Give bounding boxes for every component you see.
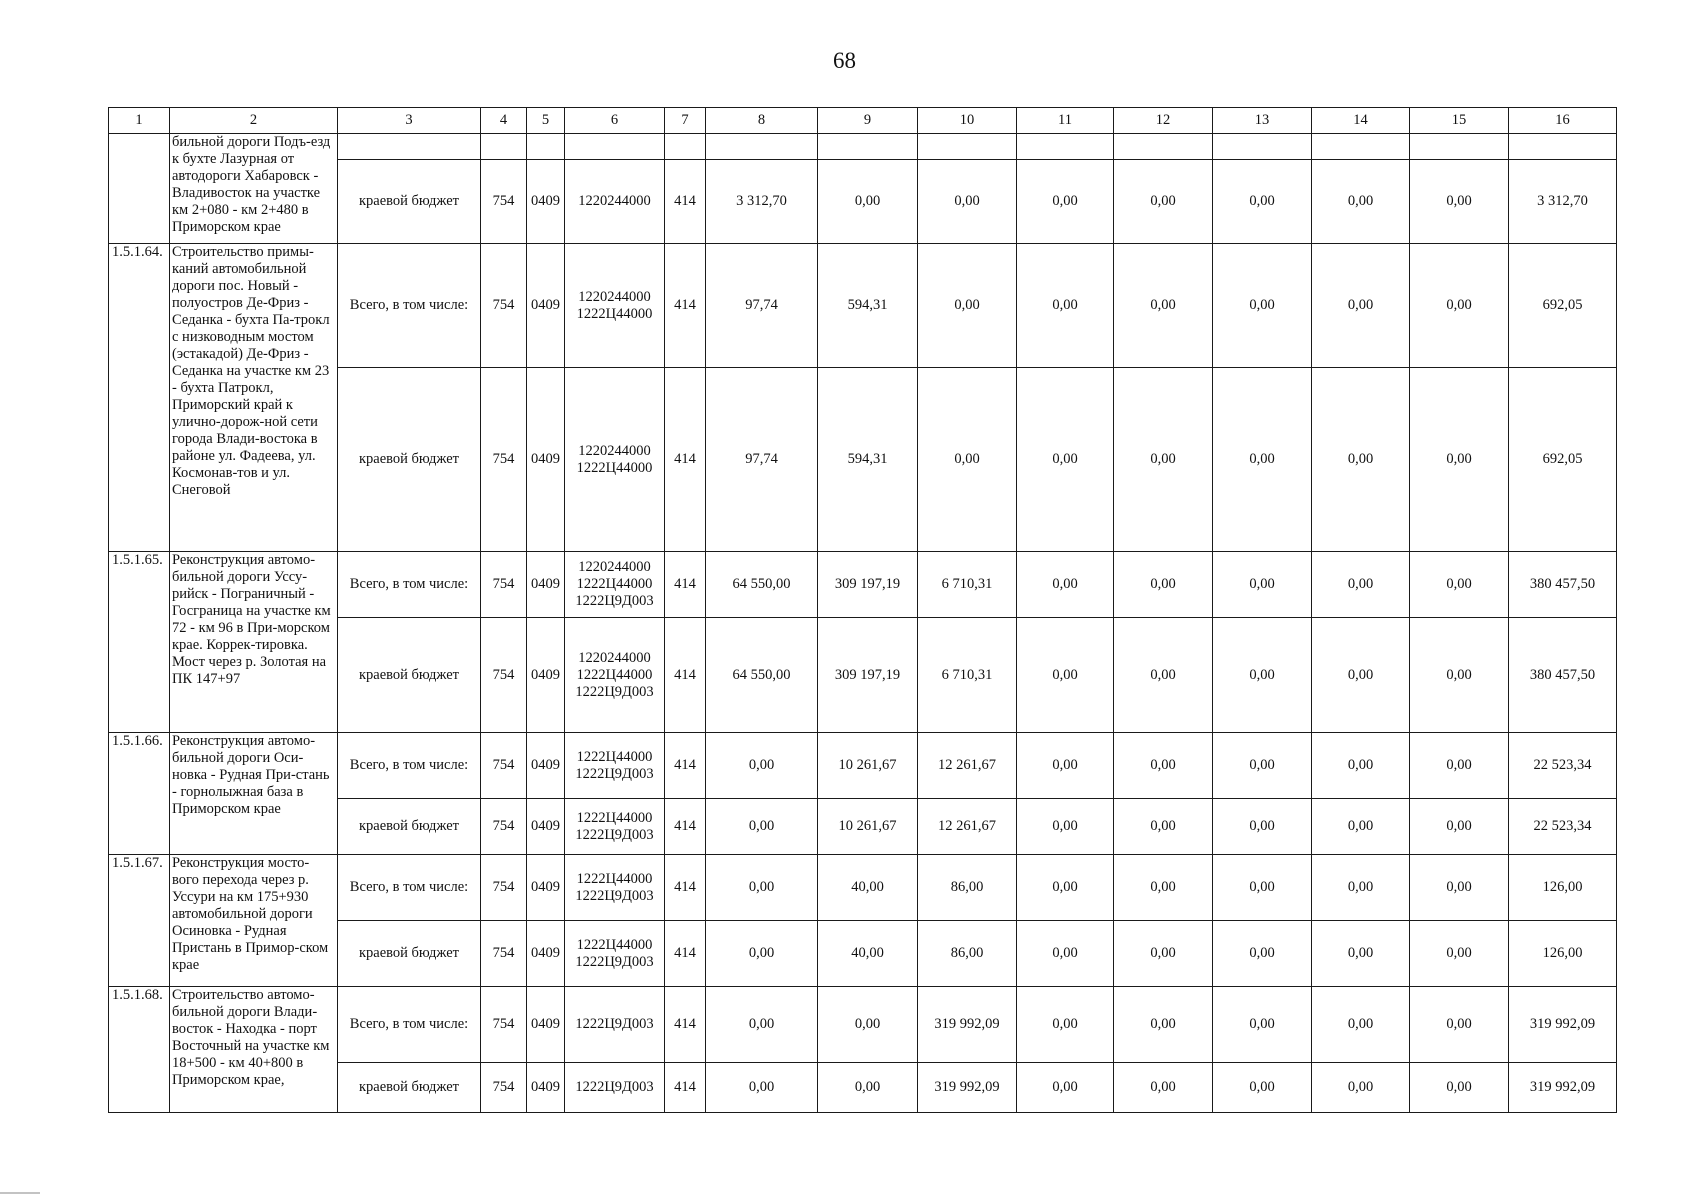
scan-artifact <box>0 1192 40 1194</box>
amount-cell: 0,00 <box>1017 799 1114 855</box>
expense-type-code: 414 <box>665 799 706 855</box>
funding-source: краевой бюджет <box>338 368 481 552</box>
expense-type-code: 414 <box>665 1063 706 1113</box>
expense-type-code: 414 <box>665 921 706 987</box>
amount-cell: 380 457,50 <box>1509 618 1617 733</box>
amount-cell: 0,00 <box>1114 987 1213 1063</box>
funding-source: Всего, в том числе: <box>338 244 481 368</box>
table-row <box>109 244 1617 368</box>
amount-cell: 0,00 <box>1213 368 1312 552</box>
column-header: 9 <box>818 108 918 134</box>
ministry-code <box>481 134 527 160</box>
amount-cell <box>1312 134 1410 160</box>
target-article-code: 1222Ц44000 <box>576 666 653 683</box>
amount-cell: 40,00 <box>818 921 918 987</box>
target-article-code: 1222Ц9Д003 <box>575 683 654 700</box>
ministry-code: 754 <box>481 368 527 552</box>
amount-cell: 0,00 <box>1114 799 1213 855</box>
amount-cell: 0,00 <box>1017 733 1114 799</box>
amount-cell: 0,00 <box>1017 1063 1114 1113</box>
expense-type-code: 414 <box>665 552 706 618</box>
amount-cell: 594,31 <box>818 244 918 368</box>
table-row <box>109 552 1617 618</box>
amount-cell: 97,74 <box>706 368 818 552</box>
target-article-code: 1222Ц44000 <box>576 809 653 826</box>
amount-cell <box>1114 134 1213 160</box>
section-code: 0409 <box>527 160 565 244</box>
amount-cell <box>1509 134 1617 160</box>
target-article-codes <box>565 552 665 618</box>
target-article-code: 1222Ц9Д003 <box>575 1016 654 1032</box>
item-number: 1.5.1.65. <box>109 552 170 733</box>
amount-cell: 0,00 <box>1410 160 1509 244</box>
item-name: Реконструкция автомо-бильной дороги Оси-новка - Рудная При-стань - горнолыжная база в Приморском крае <box>170 733 338 855</box>
amount-cell: 0,00 <box>1017 618 1114 733</box>
amount-cell: 0,00 <box>1114 618 1213 733</box>
amount-cell: 0,00 <box>1312 244 1410 368</box>
ministry-code: 754 <box>481 733 527 799</box>
amount-cell: 0,00 <box>1312 799 1410 855</box>
amount-cell: 0,00 <box>1114 1063 1213 1113</box>
amount-cell: 0,00 <box>1312 921 1410 987</box>
amount-cell <box>706 134 818 160</box>
item-name: Реконструкция автомо-бильной дороги Уссу-рийск - Пограничный - Госграница на участке км 72 - км 96 в При-морском крае. Коррек-тировка. Мост через р. Золотая на ПК 147+97 <box>170 552 338 733</box>
amount-cell: 0,00 <box>818 160 918 244</box>
ministry-code: 754 <box>481 1063 527 1113</box>
target-article-codes <box>565 160 665 244</box>
expense-type-code: 414 <box>665 618 706 733</box>
target-article-code: 1222Ц44000 <box>576 936 653 953</box>
ministry-code: 754 <box>481 618 527 733</box>
amount-cell: 0,00 <box>1312 618 1410 733</box>
funding-source: Всего, в том числе: <box>338 733 481 799</box>
target-article-codes <box>565 855 665 921</box>
amount-cell: 0,00 <box>1312 552 1410 618</box>
amount-cell <box>818 134 918 160</box>
column-header: 14 <box>1312 108 1410 134</box>
amount-cell: 0,00 <box>1114 552 1213 618</box>
amount-cell: 0,00 <box>1410 552 1509 618</box>
column-header: 12 <box>1114 108 1213 134</box>
amount-cell: 97,74 <box>706 244 818 368</box>
item-number: 1.5.1.67. <box>109 855 170 987</box>
amount-cell: 126,00 <box>1509 921 1617 987</box>
amount-cell: 0,00 <box>1213 552 1312 618</box>
section-code <box>527 134 565 160</box>
amount-cell: 12 261,67 <box>918 733 1017 799</box>
amount-cell: 0,00 <box>706 987 818 1063</box>
section-code: 0409 <box>527 733 565 799</box>
target-article-code: 1222Ц9Д003 <box>575 1079 654 1095</box>
amount-cell: 86,00 <box>918 855 1017 921</box>
amount-cell: 0,00 <box>1213 1063 1312 1113</box>
funding-source <box>338 134 481 160</box>
table-row <box>109 733 1617 799</box>
amount-cell: 0,00 <box>1213 618 1312 733</box>
amount-cell: 0,00 <box>1017 855 1114 921</box>
amount-cell: 0,00 <box>1312 368 1410 552</box>
funding-source: краевой бюджет <box>338 160 481 244</box>
item-name: Строительство примы-каний автомобильной дороги пос. Новый - полуостров Де-Фриз - Седанка - бухта Па-трокл с низководным мостом (эстакадой) Де-Фриз - Седанка на участке км 23 - бухта Патрокл, Приморский край к улично-дорож-ной сети города Влади-востока в районе ул. Фадеева, ул. Космонав-тов и ул. Снеговой <box>170 244 338 552</box>
column-header: 13 <box>1213 108 1312 134</box>
expense-type-code: 414 <box>665 368 706 552</box>
ministry-code: 754 <box>481 552 527 618</box>
item-name: Строительство автомо-бильной дороги Влади-восток - Находка - порт Восточный на участке км 18+500 - км 40+800 в Приморском крае, <box>170 987 338 1113</box>
amount-cell: 0,00 <box>1213 160 1312 244</box>
amount-cell <box>1410 134 1509 160</box>
amount-cell <box>1213 134 1312 160</box>
funding-source: Всего, в том числе: <box>338 987 481 1063</box>
item-number: 1.5.1.68. <box>109 987 170 1113</box>
target-article-code: 1222Ц44000 <box>576 748 653 765</box>
amount-cell: 0,00 <box>1410 368 1509 552</box>
item-number <box>109 134 170 244</box>
amount-cell: 0,00 <box>1213 799 1312 855</box>
ministry-code: 754 <box>481 160 527 244</box>
target-article-codes <box>565 244 665 368</box>
amount-cell: 0,00 <box>1017 921 1114 987</box>
column-header: 10 <box>918 108 1017 134</box>
target-article-codes <box>565 799 665 855</box>
amount-cell: 0,00 <box>1017 368 1114 552</box>
section-code: 0409 <box>527 618 565 733</box>
amount-cell: 319 992,09 <box>918 1063 1017 1113</box>
amount-cell: 22 523,34 <box>1509 733 1617 799</box>
amount-cell: 0,00 <box>1213 987 1312 1063</box>
amount-cell: 0,00 <box>1017 987 1114 1063</box>
column-header: 1 <box>109 108 170 134</box>
column-header: 5 <box>527 108 565 134</box>
amount-cell: 0,00 <box>1017 552 1114 618</box>
target-article-code: 1222Ц9Д003 <box>575 826 654 843</box>
amount-cell: 0,00 <box>1017 244 1114 368</box>
funding-source: краевой бюджет <box>338 618 481 733</box>
amount-cell: 10 261,67 <box>818 799 918 855</box>
expense-type-code: 414 <box>665 244 706 368</box>
amount-cell: 12 261,67 <box>918 799 1017 855</box>
target-article-code: 1222Ц44000 <box>576 459 653 476</box>
section-code: 0409 <box>527 244 565 368</box>
item-name: бильной дороги Подъ-езд к бухте Лазурная от автодороги Хабаровск - Владивосток на участке км 2+080 - км 2+480 в Приморском крае <box>170 134 338 244</box>
amount-cell: 0,00 <box>1410 244 1509 368</box>
funding-source: краевой бюджет <box>338 799 481 855</box>
amount-cell: 0,00 <box>706 1063 818 1113</box>
column-header: 16 <box>1509 108 1617 134</box>
ministry-code: 754 <box>481 921 527 987</box>
target-article-codes <box>565 987 665 1063</box>
amount-cell: 0,00 <box>1312 855 1410 921</box>
target-article-codes <box>565 368 665 552</box>
amount-cell: 0,00 <box>706 733 818 799</box>
column-number-header <box>109 108 1617 134</box>
amount-cell: 0,00 <box>706 799 818 855</box>
amount-cell: 0,00 <box>1114 368 1213 552</box>
target-article-codes <box>565 1063 665 1113</box>
column-header: 3 <box>338 108 481 134</box>
item-number: 1.5.1.64. <box>109 244 170 552</box>
column-header: 4 <box>481 108 527 134</box>
amount-cell: 0,00 <box>1312 733 1410 799</box>
section-code: 0409 <box>527 1063 565 1113</box>
item-number: 1.5.1.66. <box>109 733 170 855</box>
page-number: 68 <box>833 48 856 73</box>
ministry-code: 754 <box>481 799 527 855</box>
amount-cell: 692,05 <box>1509 244 1617 368</box>
amount-cell: 86,00 <box>918 921 1017 987</box>
target-article-code: 1222Ц9Д003 <box>575 887 654 904</box>
amount-cell: 3 312,70 <box>706 160 818 244</box>
expense-type-code: 414 <box>665 855 706 921</box>
column-header: 7 <box>665 108 706 134</box>
target-article-codes <box>565 618 665 733</box>
target-article-code: 1222Ц44000 <box>576 870 653 887</box>
section-code: 0409 <box>527 552 565 618</box>
amount-cell: 319 992,09 <box>1509 1063 1617 1113</box>
amount-cell: 380 457,50 <box>1509 552 1617 618</box>
amount-cell: 0,00 <box>1114 921 1213 987</box>
funding-source: Всего, в том числе: <box>338 552 481 618</box>
column-header: 2 <box>170 108 338 134</box>
amount-cell: 0,00 <box>706 921 818 987</box>
section-code: 0409 <box>527 987 565 1063</box>
target-article-code: 1222Ц44000 <box>576 305 653 322</box>
amount-cell: 22 523,34 <box>1509 799 1617 855</box>
amount-cell: 0,00 <box>1410 799 1509 855</box>
section-code: 0409 <box>527 855 565 921</box>
table-row <box>109 134 1617 160</box>
amount-cell: 0,00 <box>706 855 818 921</box>
amount-cell: 309 197,19 <box>818 618 918 733</box>
amount-cell: 6 710,31 <box>918 552 1017 618</box>
item-name: Реконструкция мосто-вого перехода через р. Уссури на км 175+930 автомобильной дороги Осиновка - Рудная Пристань в Примор-ском крае <box>170 855 338 987</box>
amount-cell: 0,00 <box>1114 160 1213 244</box>
amount-cell: 0,00 <box>1410 1063 1509 1113</box>
section-code: 0409 <box>527 368 565 552</box>
funding-source: Всего, в том числе: <box>338 855 481 921</box>
section-code: 0409 <box>527 921 565 987</box>
amount-cell: 0,00 <box>918 368 1017 552</box>
target-article-codes <box>565 733 665 799</box>
target-article-code: 1220244000 <box>578 288 651 305</box>
amount-cell: 0,00 <box>918 244 1017 368</box>
target-article-code: 1220244000 <box>578 442 651 459</box>
ministry-code: 754 <box>481 855 527 921</box>
budget-table <box>108 107 1617 1113</box>
target-article-code: 1222Ц44000 <box>576 576 653 592</box>
amount-cell: 0,00 <box>1312 987 1410 1063</box>
expense-type-code: 414 <box>665 733 706 799</box>
target-article-code: 1220244000 <box>578 193 651 209</box>
expense-type-code <box>665 134 706 160</box>
target-article-code: 1222Ц9Д003 <box>575 593 654 609</box>
amount-cell: 692,05 <box>1509 368 1617 552</box>
expense-type-code: 414 <box>665 987 706 1063</box>
funding-source: краевой бюджет <box>338 1063 481 1113</box>
column-header: 15 <box>1410 108 1509 134</box>
amount-cell: 0,00 <box>1017 160 1114 244</box>
amount-cell: 3 312,70 <box>1509 160 1617 244</box>
amount-cell: 0,00 <box>1213 921 1312 987</box>
amount-cell: 6 710,31 <box>918 618 1017 733</box>
ministry-code: 754 <box>481 244 527 368</box>
column-header: 6 <box>565 108 665 134</box>
amount-cell: 0,00 <box>818 987 918 1063</box>
ministry-code: 754 <box>481 987 527 1063</box>
amount-cell: 0,00 <box>1213 855 1312 921</box>
target-article-code: 1222Ц9Д003 <box>575 765 654 782</box>
amount-cell: 309 197,19 <box>818 552 918 618</box>
table-row <box>109 987 1617 1063</box>
amount-cell: 0,00 <box>1213 733 1312 799</box>
amount-cell: 0,00 <box>1312 1063 1410 1113</box>
column-header: 11 <box>1017 108 1114 134</box>
amount-cell: 0,00 <box>918 160 1017 244</box>
expense-type-code: 414 <box>665 160 706 244</box>
amount-cell: 0,00 <box>1312 160 1410 244</box>
target-article-code: 1220244000 <box>578 559 651 575</box>
amount-cell: 10 261,67 <box>818 733 918 799</box>
amount-cell: 0,00 <box>1410 921 1509 987</box>
target-article-code: 1220244000 <box>578 649 651 666</box>
amount-cell: 64 550,00 <box>706 552 818 618</box>
amount-cell: 126,00 <box>1509 855 1617 921</box>
funding-source: краевой бюджет <box>338 921 481 987</box>
amount-cell: 64 550,00 <box>706 618 818 733</box>
amount-cell: 594,31 <box>818 368 918 552</box>
amount-cell: 0,00 <box>1410 855 1509 921</box>
target-article-codes <box>565 921 665 987</box>
amount-cell: 0,00 <box>1114 855 1213 921</box>
section-code: 0409 <box>527 799 565 855</box>
target-article-codes <box>565 134 665 160</box>
amount-cell: 0,00 <box>1410 987 1509 1063</box>
amount-cell: 0,00 <box>1410 733 1509 799</box>
amount-cell: 40,00 <box>818 855 918 921</box>
target-article-code: 1222Ц9Д003 <box>575 953 654 970</box>
amount-cell: 0,00 <box>1410 618 1509 733</box>
amount-cell: 319 992,09 <box>1509 987 1617 1063</box>
amount-cell: 319 992,09 <box>918 987 1017 1063</box>
amount-cell: 0,00 <box>1213 244 1312 368</box>
amount-cell: 0,00 <box>1114 733 1213 799</box>
table-row <box>109 855 1617 921</box>
amount-cell <box>1017 134 1114 160</box>
amount-cell: 0,00 <box>818 1063 918 1113</box>
amount-cell <box>918 134 1017 160</box>
amount-cell: 0,00 <box>1114 244 1213 368</box>
column-header: 8 <box>706 108 818 134</box>
